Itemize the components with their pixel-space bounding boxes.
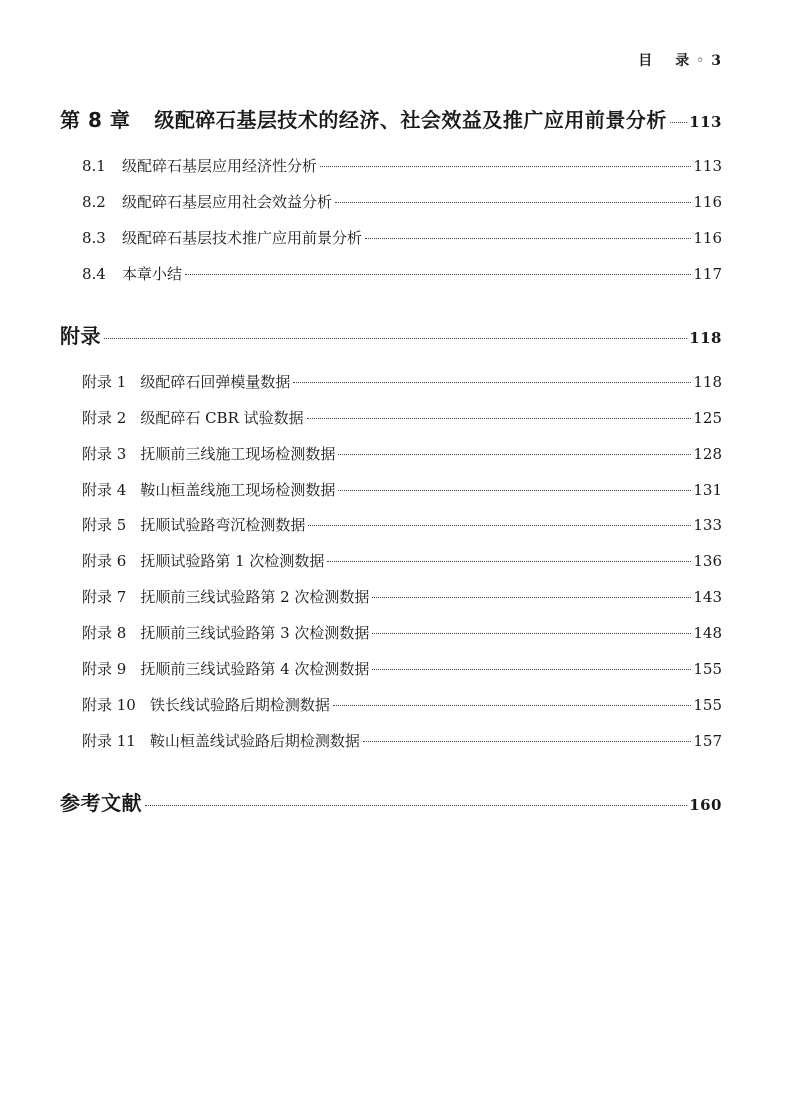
toc-appendix-item[interactable] (60, 586, 722, 607)
dot-leader (307, 418, 692, 419)
header-label-a: 目 (638, 53, 654, 69)
dot-leader (365, 238, 691, 239)
appendix-title: 抚顺前三线试验路第 2 次检测数据 (140, 588, 370, 606)
page-number: 113 (689, 113, 722, 131)
page-number: 128 (693, 445, 722, 463)
dot-leader (327, 561, 691, 562)
page-number: 155 (693, 696, 722, 714)
dot-leader (145, 805, 687, 806)
section-title: 级配碎石基层技术推广应用前景分析 (122, 229, 363, 247)
page-number: 118 (689, 329, 722, 347)
dot-leader (320, 166, 691, 167)
appendix-number: 附录 8 (82, 624, 127, 642)
toc-references[interactable] (60, 787, 722, 816)
appendix-number: 附录 7 (82, 588, 127, 606)
appendix-title: 级配碎石 CBR 试验数据 (140, 409, 304, 427)
toc-appendix-item[interactable] (60, 658, 722, 679)
toc-section[interactable] (60, 227, 722, 248)
page-number: 148 (693, 624, 722, 642)
toc-appendix-item[interactable] (60, 550, 722, 571)
dot-leader (372, 633, 691, 634)
toc-section[interactable] (60, 263, 722, 284)
appendix-number: 附录 4 (82, 481, 127, 499)
dot-leader (333, 705, 691, 706)
page-number: 160 (689, 796, 722, 814)
dot-leader (363, 741, 691, 742)
appendix-number: 附录 6 (82, 552, 127, 570)
toc-appendix-item[interactable] (60, 730, 722, 751)
appendix-number: 附录 10 (82, 696, 136, 714)
page-number: 136 (693, 552, 722, 570)
section-number: 8.4 (82, 265, 106, 283)
appendix-title: 级配碎石回弹模量数据 (140, 373, 291, 391)
chapter-number: 第 8 章 (60, 108, 131, 132)
page-number: 118 (693, 373, 722, 391)
page-number: 131 (693, 481, 722, 499)
toc-appendix-item[interactable] (60, 514, 722, 535)
dot-leader (185, 274, 691, 275)
section-title: 本章小结 (122, 265, 183, 283)
appendix-title: 抚顺前三线试验路第 4 次检测数据 (140, 660, 370, 678)
section-number: 8.3 (82, 229, 106, 247)
page-number: 133 (693, 516, 722, 534)
appendix-title: 铁长线试验路后期检测数据 (149, 696, 330, 714)
toc-appendix-item[interactable] (60, 443, 722, 464)
page-number: 117 (693, 265, 722, 283)
chapter-title: 级配碎石基层技术的经济、社会效益及推广应用前景分析 (154, 108, 667, 132)
page-number: 125 (693, 409, 722, 427)
dot-leader (372, 597, 691, 598)
dot-leader (293, 382, 691, 383)
toc-chapter-8[interactable] (60, 104, 722, 133)
section-number: 8.1 (82, 157, 106, 175)
dot-leader (308, 525, 691, 526)
dot-leader (335, 202, 691, 203)
section-title: 级配碎石基层应用经济性分析 (122, 157, 318, 175)
page-number: 116 (693, 193, 722, 211)
appendix-number: 附录 9 (82, 660, 127, 678)
appendix-title: 鞍山桓盖线试验路后期检测数据 (149, 732, 360, 750)
appendix-heading-title: 附录 (60, 324, 101, 348)
appendix-number: 附录 2 (82, 409, 127, 427)
toc-section[interactable] (60, 155, 722, 176)
toc-appendix-item[interactable] (60, 479, 722, 500)
toc-appendix-item[interactable] (60, 622, 722, 643)
appendix-number: 附录 11 (82, 732, 136, 750)
appendix-title: 抚顺试验路第 1 次检测数据 (140, 552, 325, 570)
dot-leader (104, 338, 687, 339)
toc-appendix-item[interactable] (60, 694, 722, 715)
header-bullet: ◦ (696, 53, 706, 69)
section-title: 级配碎石基层应用社会效益分析 (122, 193, 333, 211)
header-label-b: 录 (675, 53, 691, 69)
page-number: 157 (693, 732, 722, 750)
appendix-title: 鞍山桓盖线施工现场检测数据 (140, 481, 336, 499)
dot-leader (670, 122, 687, 123)
references-title: 参考文献 (60, 791, 142, 815)
section-number: 8.2 (82, 193, 106, 211)
appendix-title: 抚顺试验路弯沉检测数据 (140, 516, 306, 534)
toc-appendix-item[interactable] (60, 407, 722, 428)
page-number: 143 (693, 588, 722, 606)
appendix-number: 附录 3 (82, 445, 127, 463)
dot-leader (372, 669, 691, 670)
toc-appendix-item[interactable] (60, 371, 722, 392)
appendix-number: 附录 1 (82, 373, 127, 391)
running-header (638, 50, 722, 70)
appendix-title: 抚顺前三线施工现场检测数据 (140, 445, 336, 463)
appendix-number: 附录 5 (82, 516, 127, 534)
toc-section[interactable] (60, 191, 722, 212)
page-number: 113 (693, 157, 722, 175)
dot-leader (338, 490, 691, 491)
toc-appendix-heading[interactable] (60, 320, 722, 349)
page-number: 155 (693, 660, 722, 678)
appendix-title: 抚顺前三线试验路第 3 次检测数据 (140, 624, 370, 642)
header-page-number: 3 (711, 53, 722, 69)
page-number: 116 (693, 229, 722, 247)
dot-leader (338, 454, 691, 455)
